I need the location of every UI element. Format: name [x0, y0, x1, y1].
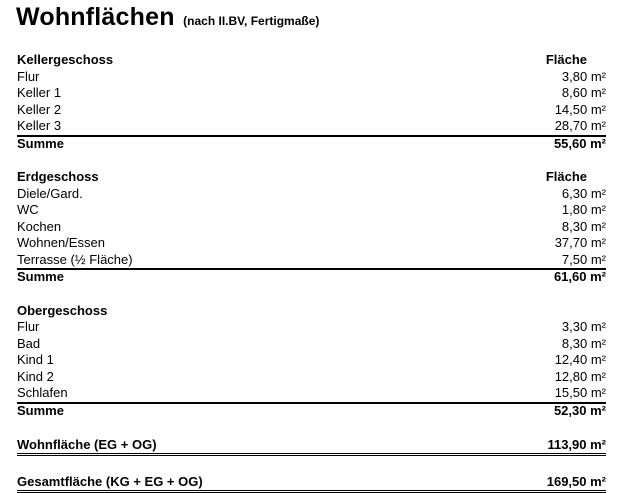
room-area: 7,50 m² [561, 251, 606, 267]
spacer [17, 151, 606, 169]
table-row [17, 69, 606, 86]
room-label: Kochen [17, 218, 62, 234]
room-label: WC [17, 202, 39, 217]
sum-value: 61,60 m² [553, 269, 606, 284]
room-label: Terrasse (½ Fläche) [17, 251, 133, 267]
table-row [17, 235, 606, 252]
room-area: 1,80 m² [561, 202, 606, 217]
room-area: 6,30 m² [561, 185, 606, 201]
table-row [17, 369, 606, 386]
room-area: 12,80 m² [554, 368, 606, 384]
table-row [17, 102, 606, 119]
section-sum-row [17, 268, 606, 285]
room-label: Schlafen [17, 385, 68, 400]
room-label: Diele/Gard. [17, 185, 83, 201]
spacer [17, 285, 606, 303]
room-area: 8,30 m² [561, 218, 606, 234]
table-row [17, 336, 606, 353]
section-header-obergeschoss [17, 303, 606, 320]
room-area: 37,70 m² [554, 235, 606, 250]
total-label: Gesamtfläche (KG + EG + OG) [17, 474, 203, 489]
room-label: Keller 2 [17, 101, 62, 117]
total-row-wohnflaeche [17, 437, 606, 456]
room-label: Kind 2 [17, 368, 54, 384]
room-label: Bad [17, 335, 41, 351]
table-row [17, 202, 606, 219]
total-label: Wohnfläche (EG + OG) [17, 437, 157, 452]
section-sum-row [17, 135, 606, 152]
subtitle-text: (nach II.BV, Fertigmaße) [183, 14, 320, 28]
total-value: 113,90 m² [547, 437, 606, 452]
room-label: Flur [17, 319, 40, 334]
sum-value: 55,60 m² [553, 135, 606, 151]
table-row [17, 219, 606, 236]
room-label: Kind 1 [17, 352, 54, 367]
table-row [17, 186, 606, 203]
table-row [17, 385, 606, 402]
sum-label: Summe [17, 269, 64, 284]
sum-label: Summe [17, 135, 64, 151]
room-area: 15,50 m² [554, 385, 606, 400]
room-area: 8,30 m² [561, 335, 606, 351]
sum-value: 52,30 m² [553, 402, 606, 418]
section-header-erdgeschoss [17, 169, 606, 186]
room-label: Keller 1 [17, 85, 62, 100]
room-area: 8,60 m² [561, 85, 606, 100]
room-area: 28,70 m² [554, 118, 606, 133]
room-area: 3,30 m² [561, 319, 606, 334]
table-row [17, 319, 606, 336]
page-title [16, 3, 319, 32]
area-column-header: Fläche [545, 52, 587, 67]
sum-label: Summe [17, 402, 64, 418]
section-title: Obergeschoss [17, 302, 108, 318]
section-sum-row [17, 402, 606, 419]
room-label: Keller 3 [17, 118, 62, 133]
section-title: Kellergeschoss [17, 52, 114, 67]
area-column-header: Fläche [545, 169, 587, 184]
room-area: 3,80 m² [561, 68, 606, 84]
room-area: 12,40 m² [554, 352, 606, 367]
room-label: Flur [17, 68, 40, 84]
title-text: Wohnflächen [16, 3, 175, 31]
table-row [17, 252, 606, 269]
room-label: Wohnen/Essen [17, 235, 105, 250]
total-value: 169,50 m² [546, 474, 606, 489]
section-title: Erdgeschoss [17, 169, 99, 184]
area-table [17, 52, 606, 493]
room-area: 14,50 m² [554, 101, 606, 117]
section-header-kellergeschoss [17, 52, 606, 69]
spacer [17, 418, 606, 437]
total-row-gesamtflaeche [17, 474, 606, 493]
table-row [17, 85, 606, 102]
table-row [17, 118, 606, 135]
spacer [17, 456, 606, 474]
table-row [17, 352, 606, 369]
